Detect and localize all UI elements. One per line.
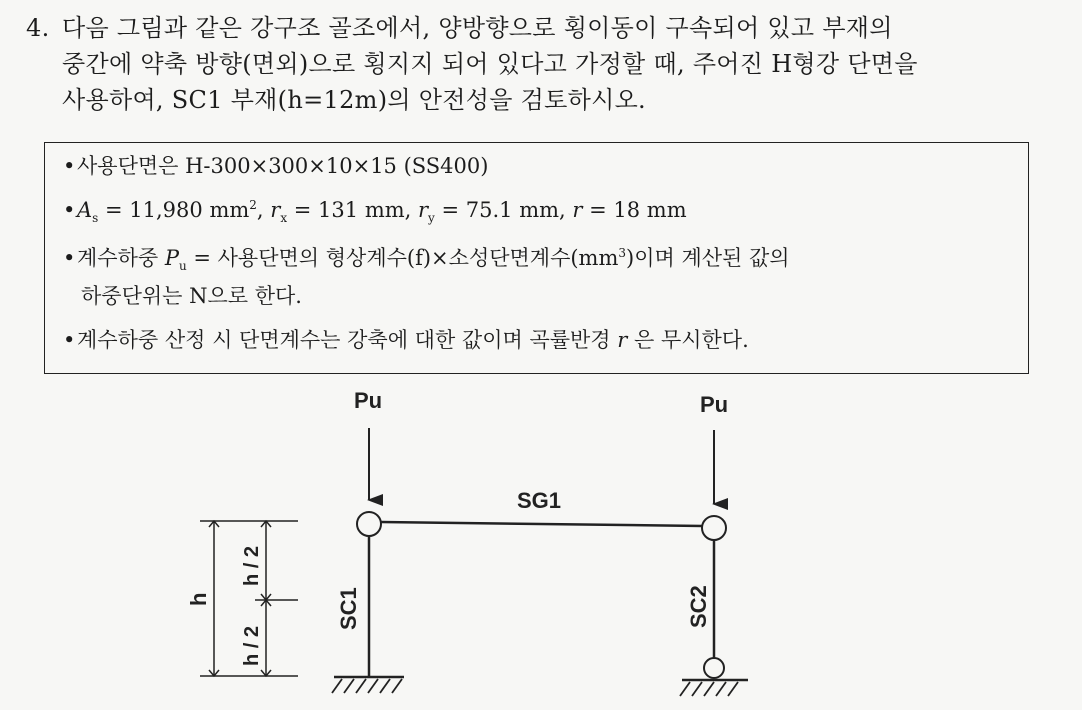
- load-label-left: Pu: [354, 388, 383, 413]
- condition-section: [63, 151, 488, 181]
- bullet: •: [63, 154, 76, 178]
- radius-symbol: r: [617, 328, 628, 352]
- ry-subscript: y: [428, 211, 435, 226]
- area-subscript: s: [92, 211, 99, 226]
- r-value: = 18 mm: [582, 198, 687, 222]
- ry-symbol: r: [418, 198, 429, 222]
- dim-label-half-top: h / 2: [241, 545, 263, 586]
- beam-label: SG1: [517, 488, 562, 513]
- pu-subscript: u: [178, 259, 187, 274]
- column-label-sc1: SC1: [336, 587, 361, 630]
- note-prefix: 계수하중 산정 시 단면계수는 강축에 대한 값이며 곡률반경: [77, 328, 618, 352]
- dim-label-half-bottom: h / 2: [241, 625, 263, 666]
- rx-subscript: x: [280, 211, 288, 226]
- bullet: •: [63, 198, 76, 222]
- bullet: •: [63, 328, 76, 352]
- load-prefix: 계수하중: [77, 246, 165, 270]
- load-label-right: Pu: [700, 392, 729, 417]
- bullet: •: [63, 246, 76, 270]
- load-suffix: )이며 계산된 값의: [626, 246, 790, 270]
- rx-value: = 131 mm,: [287, 198, 418, 222]
- hatch-left: [332, 679, 402, 693]
- question-number: 4.: [26, 14, 50, 42]
- question-text: [26, 10, 1066, 118]
- area-exponent: 2: [249, 198, 257, 212]
- load-exponent: 3: [618, 246, 627, 260]
- pin-support-right: [704, 658, 724, 678]
- question-line-1: 다음 그림과 같은 강구조 골조에서, 양방향으로 횡이동이 구속되어 있고 부재의: [62, 14, 893, 42]
- hatch-right: [680, 682, 738, 696]
- condition-load: [63, 243, 790, 273]
- load-definition: = 사용단면의 형상계수(f)×소성단면계수(mm: [186, 246, 619, 270]
- condition-note: [63, 325, 749, 355]
- dim-label-h: h: [186, 592, 211, 606]
- frame-diagram: [0, 380, 1082, 710]
- condition-properties: [63, 195, 687, 225]
- r-symbol: r: [572, 198, 583, 222]
- hinge-right-top: [702, 516, 726, 540]
- question-line-2: 중간에 약축 방향(면외)으로 횡지지 되어 있다고 가정할 때, 주어진 H형강 단면을: [62, 50, 918, 78]
- rx-symbol: r: [270, 198, 281, 222]
- question-line-3: 사용하여, SC1 부재(h=12m)의 안전성을 검토하시오.: [62, 86, 646, 114]
- area-value: = 11,980 mm: [98, 198, 250, 222]
- area-symbol: A: [77, 198, 93, 222]
- hinge-left-top: [357, 512, 381, 536]
- conditions-box: [44, 142, 1029, 374]
- section-text: 사용단면은 H-300×300×10×15 (SS400): [77, 154, 489, 178]
- ry-value: = 75.1 mm,: [434, 198, 573, 222]
- pu-symbol: P: [164, 246, 179, 270]
- beam-sg1: [381, 522, 703, 526]
- separator: ,: [256, 198, 271, 222]
- note-suffix: 은 무시한다.: [627, 328, 749, 352]
- condition-load-continued: 하중단위는 N으로 한다.: [81, 284, 302, 308]
- column-label-sc2: SC2: [686, 585, 711, 628]
